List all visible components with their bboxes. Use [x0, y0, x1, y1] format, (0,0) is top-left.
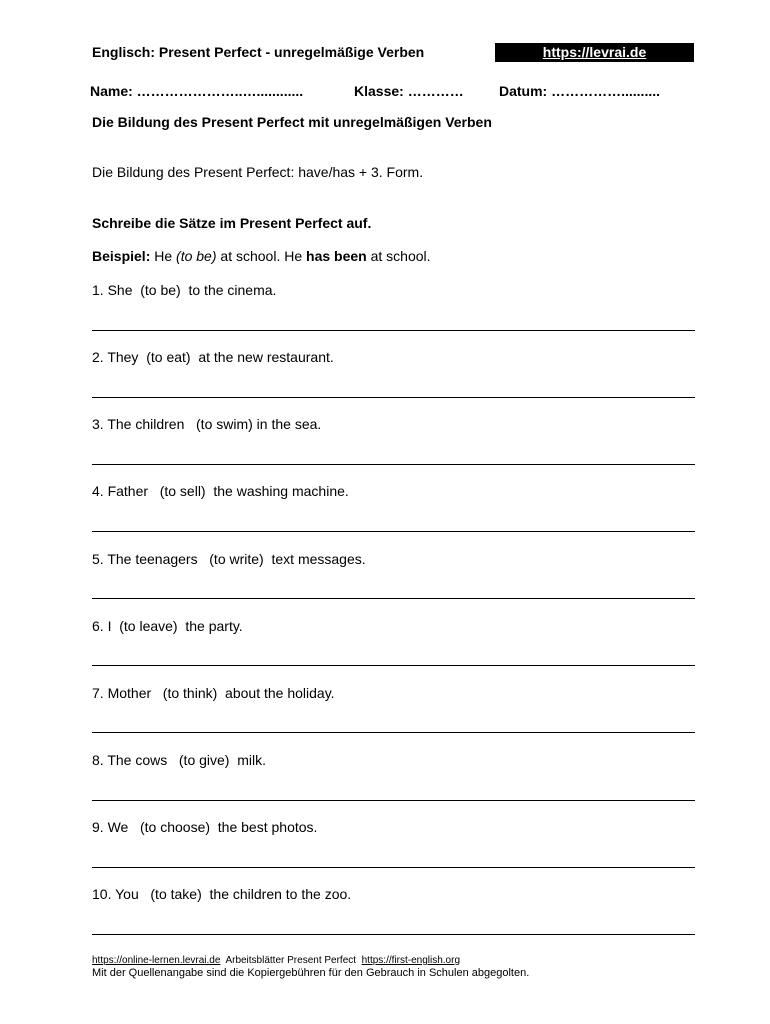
exercise-item: 3. The children (to swim) in the sea. [92, 416, 322, 432]
footer-link-first-english[interactable]: https://first-english.org [361, 955, 460, 966]
answer-line[interactable] [92, 732, 695, 733]
instruction-text: Schreibe die Sätze im Present Perfect auf. [92, 215, 372, 231]
footer-link-online-lernen[interactable]: https://online-lernen.levrai.de [92, 955, 221, 966]
formula-text: Die Bildung des Present Perfect: have/has + 3. Form. [92, 164, 424, 180]
footer-links [92, 955, 460, 966]
example-part2: at school. He [220, 248, 303, 264]
answer-line[interactable] [92, 665, 695, 666]
datum-field: Datum: …………….......... [499, 83, 661, 99]
example-verb: (to be) [176, 248, 217, 264]
worksheet-title: Englisch: Present Perfect - unregelmäßige Verben [92, 44, 425, 60]
footer-middle-text: Arbeitsblätter Present Perfect [225, 955, 357, 966]
answer-line[interactable] [92, 934, 695, 935]
exercise-item: 10. You (to take) the children to the zoo. [92, 886, 352, 902]
answer-line[interactable] [92, 397, 695, 398]
exercise-item: 1. She (to be) to the cinema. [92, 282, 277, 298]
exercise-item: 4. Father (to sell) the washing machine. [92, 483, 349, 499]
exercise-item: 5. The teenagers (to write) text messages. [92, 551, 366, 567]
answer-line[interactable] [92, 330, 695, 331]
example-part3: at school. [370, 248, 431, 264]
example-answer: has been [306, 248, 367, 264]
exercise-item: 9. We (to choose) the best photos. [92, 819, 318, 835]
answer-line[interactable] [92, 464, 695, 465]
example-part1: He [154, 248, 173, 264]
example-label: Beispiel: [92, 248, 151, 264]
example-sentence [92, 248, 431, 264]
exercise-item: 2. They (to eat) at the new restaurant. [92, 349, 334, 365]
answer-line[interactable] [92, 598, 695, 599]
name-field: Name: …………………..…............ [90, 83, 304, 99]
klasse-field: Klasse: ………… [354, 83, 464, 99]
answer-line[interactable] [92, 867, 695, 868]
exercise-item: 7. Mother (to think) about the holiday. [92, 685, 335, 701]
exercise-item: 6. I (to leave) the party. [92, 618, 243, 634]
answer-line[interactable] [92, 531, 695, 532]
exercise-item: 8. The cows (to give) milk. [92, 752, 267, 768]
header-url-link[interactable]: https://levrai.de [495, 43, 694, 62]
footer-note: Mit der Quellenangabe sind die Kopiergebühren für den Gebrauch in Schulen abgegolten. [92, 967, 530, 979]
section-heading: Die Bildung des Present Perfect mit unregelmäßigen Verben [92, 114, 492, 130]
answer-line[interactable] [92, 800, 695, 801]
